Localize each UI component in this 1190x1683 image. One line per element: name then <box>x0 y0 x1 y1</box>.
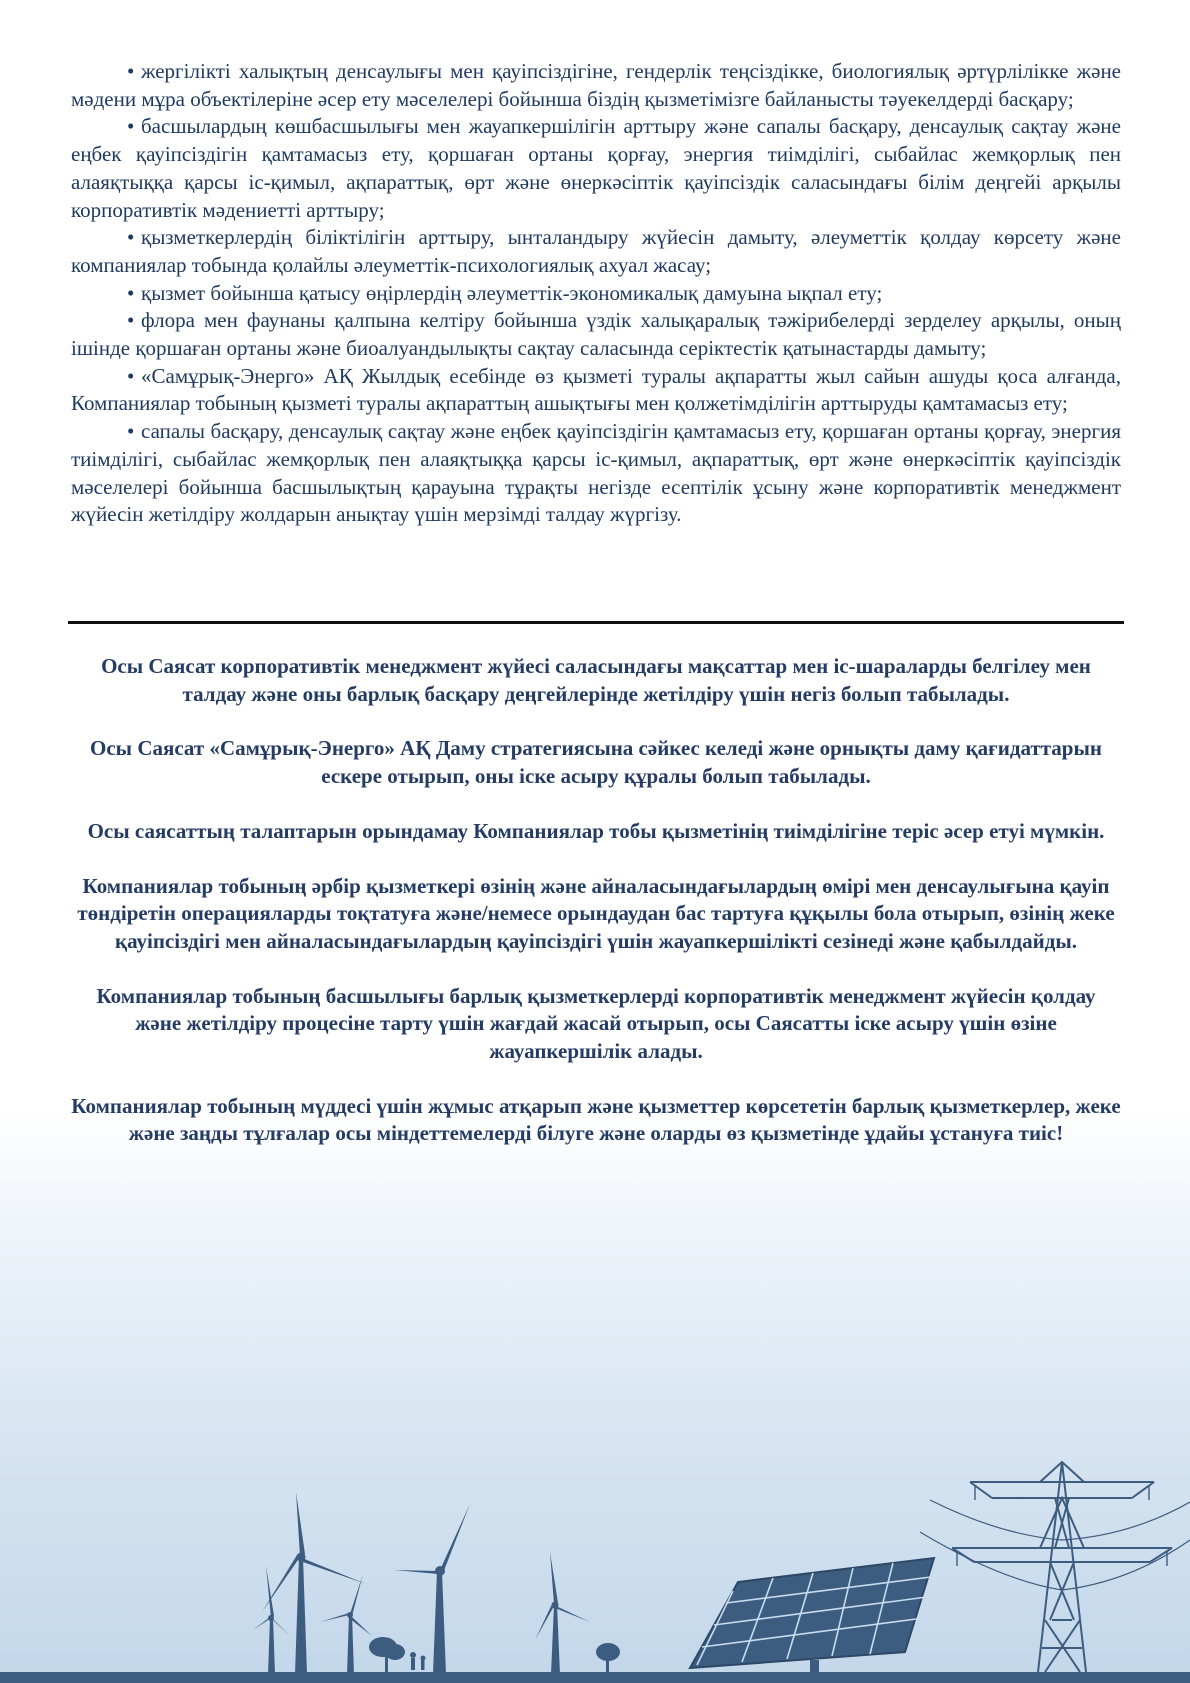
bullet-text: флора мен фаунаны қалпына келтіру бойынша үздік халықаралық тәжірибелерді зерделеу арқылы, оның ішінде қоршаған ортаны және биоалуандылықты сақтау саласында серіктестік қатынастарды дамыту; <box>71 308 1121 361</box>
bullet-text: «Самұрық-Энерго» АҚ Жылдық есебінде өз қызметі туралы ақпаратты жыл сайын ашуды қоса алғанда, Компаниялар тобының қызметі туралы ақпараттың ашықтығы мен қолжетімділігін арттыруды қамтамасыз ету; <box>71 363 1121 416</box>
bullet-list <box>71 58 1121 529</box>
bullet-text: қызмет бойынша қатысу өңірлердің әлеуметтік-экономикалық дамуына ықпал ету; <box>141 280 883 305</box>
wind-turbine-icon <box>253 1566 290 1674</box>
bullet-item <box>71 280 1121 308</box>
policy-statement: Осы Саясат корпоративтік менеджмент жүйесі саласындағы мақсаттар мен іс-шараларды белгілеу мен талдау және оны барлық басқару деңгейлерінде жетілдіру үшін негіз болып табылады. <box>101 654 1091 706</box>
wind-turbine-icon <box>535 1552 590 1674</box>
ground-strip <box>0 1672 1190 1683</box>
policy-statement: Осы Саясат «Самұрық-Энерго» АҚ Даму стратегиясына сәйкес келеді және орнықты даму қағидаттарын ескере отырып, оны іске асыру құралы болып табылады. <box>90 736 1102 789</box>
tree-icon <box>369 1637 405 1674</box>
wind-turbine-icon <box>394 1504 470 1674</box>
bullet-marker: • <box>127 225 135 250</box>
tree-icon <box>596 1643 620 1674</box>
policy-statement: Компаниялар тобының мүддесі үшін жұмыс атқарып және қызметтер көрсететін барлық қызметкерлер, жеке және заңды тұлғалар осы міндеттемелерді білуге және оларды өз қызметінде ұдайы ұстануға тиіс! <box>71 1093 1121 1146</box>
policy-statements <box>71 653 1121 1175</box>
policy-statement: Компаниялар тобының әрбір қызметкері өзінің және айналасындағылардың өмірі мен денсаулығына қауіп төндіретін операцияларды тоқтатуға және/немесе орындаудан бас тартуға құқылы бола отырып, өзінің жеке қауіпсіздігі мен айналасындағылардың қауіпсіздігі үшін жауапкершілікті сезінеді және қабылдайды. <box>77 873 1115 953</box>
bullet-marker: • <box>127 114 135 139</box>
energy-illustration <box>0 1440 1190 1683</box>
bullet-text: жергілікті халықтың денсаулығы мен қауіпсіздігіне, гендерлік теңсіздікке, биологиялық әртүрлілікке және мәдени мұра объектілеріне әсер ету мәселелері бойынша біздің қызметімізге байланысты тәуекелдерді басқару; <box>71 59 1121 111</box>
bullet-item <box>71 418 1121 529</box>
bullet-item <box>71 307 1121 362</box>
person-icon <box>410 1652 426 1670</box>
bullet-marker: • <box>127 59 135 83</box>
bullet-marker: • <box>127 419 135 444</box>
bullet-marker: • <box>127 308 135 333</box>
section-divider <box>68 621 1124 624</box>
wind-turbine-icon <box>320 1574 372 1674</box>
bullet-text: басшылардың көшбасшылығы мен жауапкершілігін арттыру және сапалы басқару, денсаулық сақтау және еңбек қауіпсіздігін қамтамасыз ету, қоршаған ортаны қорғау, энергия тиімділігі, сыбайлас жемқорлық пен алаяқтыққа қарсы іс-қимыл, ақпараттық, өрт және өнеркәсіптік қауіпсіздік саласындағы білім деңгейі арқылы корпоративтік мәдениетті арттыру; <box>71 114 1121 222</box>
policy-statement: Компаниялар тобының басшылығы барлық қызметкерлерді корпоративтік менеджмент жүйесін қолдау және жетілдіру процесіне тарту үшін жағдай жасай отырып, осы Саясатты іске асыру үшін өзіне жауапкершілік алады. <box>96 983 1096 1064</box>
bullet-item <box>71 113 1121 224</box>
policy-statement: Осы саясаттың талаптарын орындамау Компаниялар тобы қызметінің тиімділігіне теріс әсер етуі мүмкін. <box>87 818 1105 843</box>
bullet-text: сапалы басқару, денсаулық сақтау және еңбек қауіпсіздігін қамтамасыз ету, қоршаған ортаны қорғау, энергия тиімділігі, сыбайлас жемқорлық пен алаяқтыққа қарсы іс-қимыл, ақпараттық, өрт және өнеркәсіптік қауіпсіздік мәселелері бойынша басшылықтың қарауына тұрақты негізде есептілік ұсыну және корпоративтік менеджмент жүйесін жетілдіру жолдарын анықтау үшін мерзімді талдау жүргізу. <box>71 419 1121 527</box>
bullet-item <box>71 224 1121 279</box>
solar-panel-icon <box>690 1558 934 1674</box>
bullet-item <box>71 58 1121 113</box>
bullet-marker: • <box>127 280 135 305</box>
bullet-text: қызметкерлердің біліктілігін арттыру, ынталандыру жүйесін дамыту, әлеуметтік қолдау көрсету және компаниялар тобында қолайлы әлеуметтік-психологиялық ахуал жасау; <box>71 225 1121 277</box>
power-pylon-icon <box>920 1462 1190 1672</box>
bullet-item <box>71 363 1121 418</box>
bullet-marker: • <box>127 363 135 388</box>
